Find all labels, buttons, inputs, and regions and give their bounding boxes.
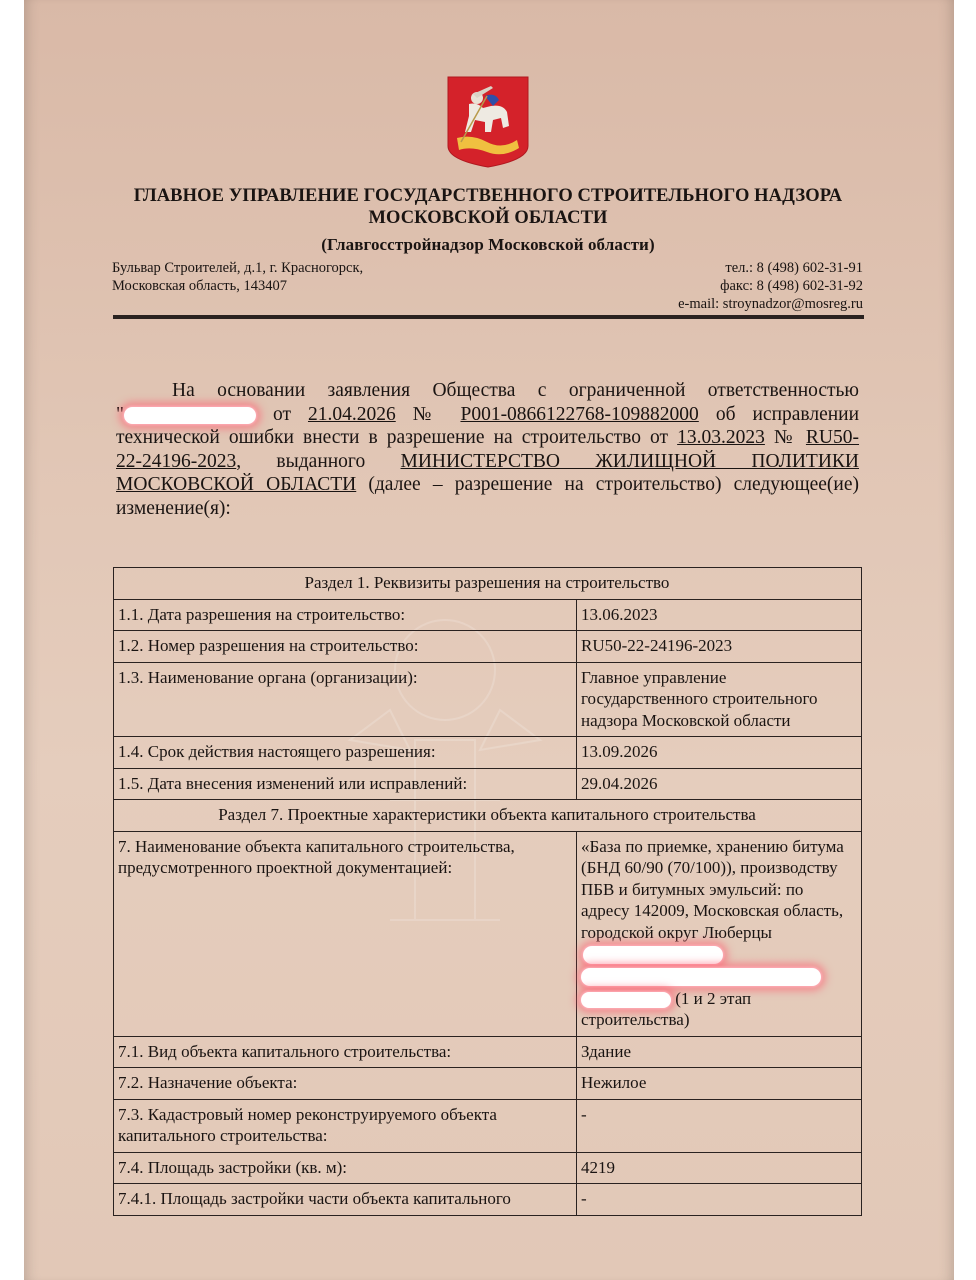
permit-number-part1: RU50-: [805, 427, 860, 448]
permit-date: 13.03.2023: [677, 427, 765, 448]
org-address: [112, 259, 363, 295]
redacted-address: [583, 946, 723, 964]
org-short-name: (Главгосстройнадзор Московской области): [321, 235, 655, 254]
table-row: 1.3. Наименование органа (организации): Главное управление государственного строительного надзора Московской области: [114, 662, 862, 737]
table-section-header: [114, 568, 862, 600]
fax: факс: 8 (498) 602-31-92: [720, 278, 863, 294]
object-name-label: 7. Наименование объекта капитального строительства, предусмотренного проектной документацией:: [114, 831, 577, 1036]
table-row: 7.3. Кадастровый номер реконструируемого объекта капитального строительства: -: [114, 1099, 862, 1152]
coat-of-arms-emblem: [447, 76, 529, 168]
table-row: 7.4. Площадь застройки (кв. м): 4219: [114, 1152, 862, 1184]
object-name-value: «База по приемке, хранению битума (БНД 60/90 (70/100)), производству ПБВ и битумных эмульсий: по адресу 142009, Московская область, городской округ Люберцы (1 и 2 этап строительства): [577, 831, 862, 1036]
issuing-authority-part1: МИНИСТЕРСТВО ЖИЛИЩНОЙ ПОЛИТИКИ: [400, 450, 859, 472]
phone: тел.: 8 (498) 602-31-91: [725, 260, 863, 276]
table-row: 1.1. Дата разрешения на строительство: 13.06.2023: [114, 599, 862, 631]
header-divider: [113, 315, 864, 319]
redacted-company-name: [124, 407, 256, 424]
table-row: 1.5. Дата внесения изменений или исправлений: 29.04.2026: [114, 768, 862, 800]
redacted-address-line: [581, 968, 821, 986]
table-section-header: [114, 800, 862, 832]
redacted-address-short: [581, 992, 671, 1008]
table-row: 1.4. Срок действия настоящего разрешения: 13.09.2026: [114, 737, 862, 769]
application-date: 21.04.2026: [307, 403, 396, 425]
table-row: 7.1. Вид объекта капитального строительства: Здание: [114, 1036, 862, 1068]
table-row: [114, 831, 862, 1036]
permit-changes-table: [113, 567, 862, 1216]
address-line-1: Бульвар Строителей, д.1, г. Красногорск,: [112, 260, 364, 276]
section-7-title: Раздел 7. Проектные характеристики объекта капитального строительства: [114, 800, 862, 832]
table-row: 7.2. Назначение объекта: Нежилое: [114, 1068, 862, 1100]
address-line-2: Московская область, 143407: [112, 278, 287, 294]
table-row: 7.4.1. Площадь застройки части объекта капитального -: [114, 1184, 862, 1216]
table-row: 1.2. Номер разрешения на строительство: RU50-22-24196-2023: [114, 631, 862, 663]
issuing-authority-part2: МОСКОВСКОЙ ОБЛАСТИ: [116, 474, 357, 495]
email: e-mail: stroynadzor@mosreg.ru: [678, 296, 863, 312]
body-paragraph: На основании заявления Общества с ограниченной ответственностью " от 21.04.2026 № P001-0866122768-109882000 об исправлении технической ошибки внести в разрешение на строительство от 13.03.2023 № RU50- 22-24196-2023, выданного МИНИСТЕРСТВО ЖИЛИЩНОЙ ПОЛИТИКИ МОСКОВСКОЙ ОБЛАСТИ (далее – разрешение на строительство) следующее(ие) изменение(я):: [116, 380, 860, 519]
permit-number-part2: 22-24196-2023: [116, 450, 237, 472]
body-line-1: На основании заявления Общества с ограниченной ответственностью: [172, 380, 859, 401]
application-number: P001-0866122768-109882000: [460, 403, 699, 425]
org-name-line2: МОСКОВСКОЙ ОБЛАСТИ: [368, 208, 608, 228]
body-line-6: изменение(я):: [116, 497, 231, 519]
org-name-line1: ГЛАВНОЕ УПРАВЛЕНИЕ ГОСУДАРСТВЕННОГО СТРОИТЕЛЬНОГО НАДЗОРА: [133, 186, 843, 206]
org-contacts: [678, 259, 863, 313]
section-1-title: Раздел 1. Реквизиты разрешения на строительство: [114, 568, 862, 600]
